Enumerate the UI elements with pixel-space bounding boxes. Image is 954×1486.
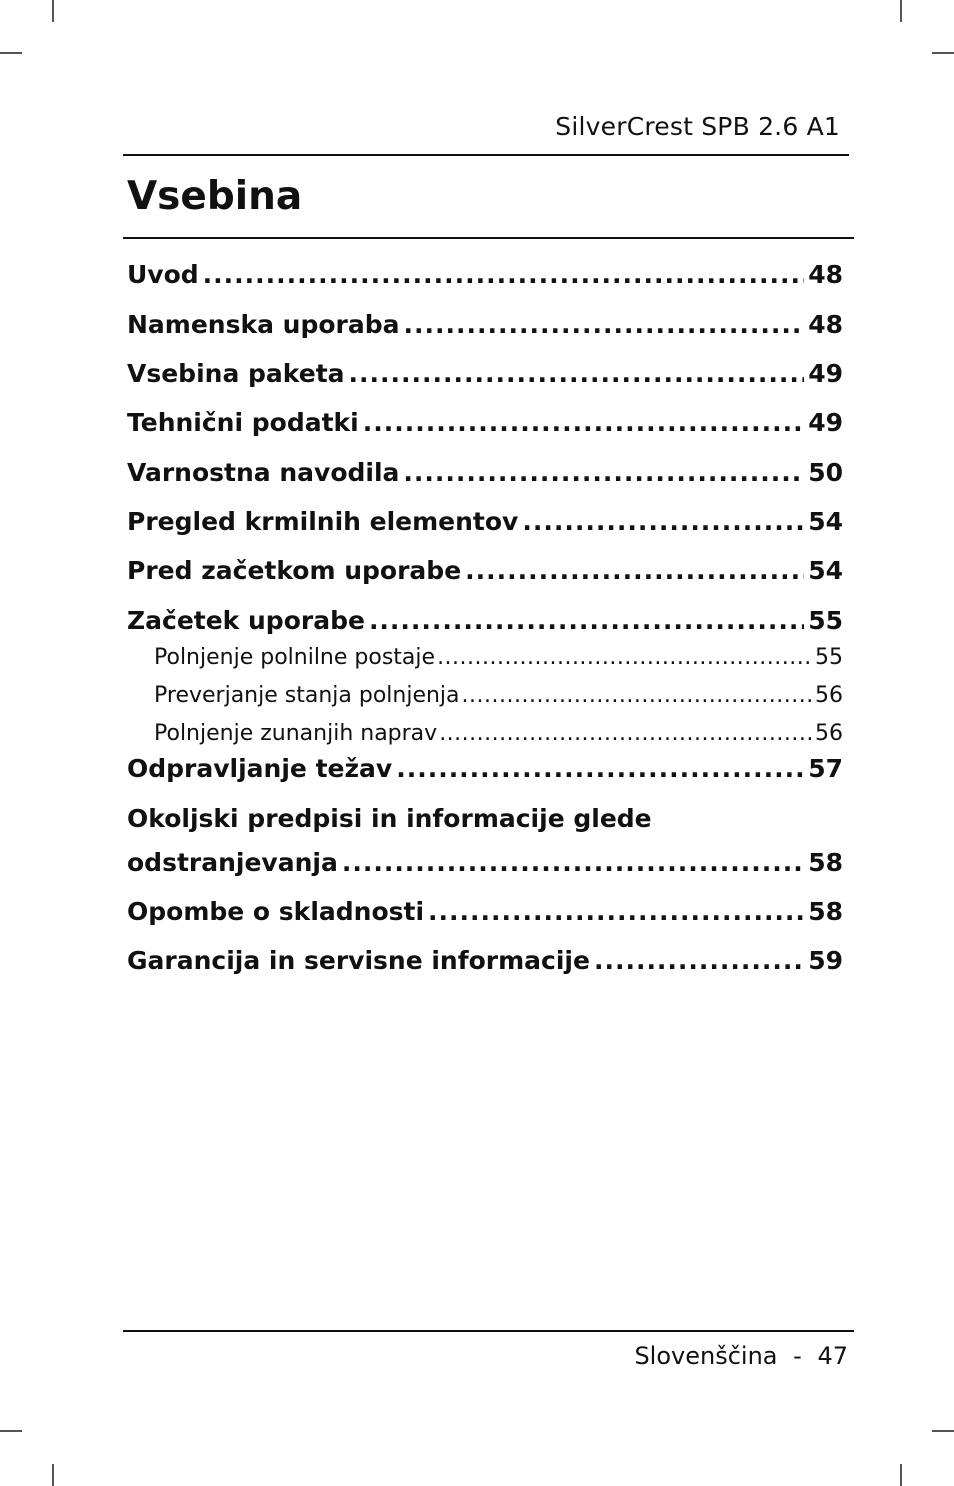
crop-mark: [932, 1430, 954, 1432]
toc-entry-tehnicni-podatki[interactable]: [127, 408, 843, 438]
footer-separator: -: [793, 1342, 802, 1370]
toc-entry-zacetek-uporabe[interactable]: [127, 606, 843, 636]
dot-leader: [465, 556, 804, 586]
footer-page-number: 47: [817, 1342, 848, 1370]
toc-entry-pregled-krmilnih-elementov[interactable]: [127, 507, 843, 537]
crop-mark: [900, 0, 902, 22]
dot-leader: [396, 754, 804, 784]
page-title: Vsebina: [127, 174, 303, 219]
toc-subentry-polnjenje-zunanjih-naprav[interactable]: [127, 719, 843, 749]
dot-leader: [437, 643, 813, 673]
toc-page: 58: [808, 848, 843, 877]
dot-leader: [594, 946, 804, 976]
toc-entry-garancija[interactable]: [127, 946, 843, 976]
crop-mark: [52, 0, 54, 22]
dot-leader: [522, 507, 804, 537]
dot-leader: [369, 606, 804, 636]
toc-label: Začetek uporabe: [127, 606, 365, 635]
toc-label: Varnostna navodila: [127, 458, 400, 487]
toc-page: 50: [808, 458, 843, 487]
toc-page: 56: [815, 683, 843, 708]
toc-page: 57: [808, 754, 843, 783]
toc-entry-namenska-uporaba[interactable]: [127, 310, 843, 340]
header-rule: [123, 154, 849, 156]
toc-entry-pred-zacetkom-uporabe[interactable]: [127, 556, 843, 586]
title-rule: [123, 237, 854, 239]
toc-label: Opombe o skladnosti: [127, 897, 425, 926]
table-of-contents: [127, 260, 843, 976]
header-product-name: SilverCrest SPB 2.6 A1: [555, 112, 840, 141]
toc-entry-okoljski-predpisi[interactable]: [127, 804, 843, 878]
toc-label: Odpravljanje težav: [127, 754, 393, 783]
toc-label: Preverjanje stanja polnjenja: [154, 683, 460, 708]
toc-subentry-polnjenje-polnilne-postaje[interactable]: [127, 643, 843, 673]
toc-subentry-preverjanje-stanja-polnjenja[interactable]: [127, 681, 843, 711]
crop-mark: [0, 1430, 22, 1432]
crop-mark: [900, 1464, 902, 1486]
toc-page: 49: [808, 359, 843, 388]
toc-label: Pred začetkom uporabe: [127, 556, 462, 585]
toc-label: Vsebina paketa: [127, 359, 345, 388]
dot-leader: [203, 260, 805, 290]
toc-entry-odpravljanje-tezav[interactable]: [127, 754, 843, 784]
toc-label: odstranjevanja: [127, 848, 338, 877]
toc-label: Polnjenje zunanjih naprav: [154, 721, 438, 746]
toc-entry-vsebina-paketa[interactable]: [127, 359, 843, 389]
crop-mark: [52, 1464, 54, 1486]
toc-entry-varnostna-navodila[interactable]: [127, 458, 843, 488]
toc-entry-opombe-o-skladnosti[interactable]: [127, 897, 843, 927]
crop-mark: [0, 52, 22, 54]
toc-page: 54: [808, 507, 843, 536]
toc-page: 58: [808, 897, 843, 926]
toc-page: 56: [815, 721, 843, 746]
dot-leader: [342, 848, 804, 878]
crop-mark: [932, 52, 954, 54]
dot-leader: [403, 458, 804, 488]
toc-page: 59: [808, 946, 843, 975]
toc-page: 55: [808, 606, 843, 635]
toc-entry-uvod[interactable]: [127, 260, 843, 290]
toc-page: 48: [808, 260, 843, 289]
toc-page: 55: [815, 645, 843, 670]
toc-label: Garancija in servisne informacije: [127, 946, 590, 975]
dot-leader: [439, 719, 813, 749]
toc-label-line1: Okoljski predpisi in informacije glede: [127, 804, 652, 833]
page-footer: [634, 1342, 848, 1370]
footer-language: Slovenščina: [634, 1342, 778, 1370]
toc-label: Pregled krmilnih elementov: [127, 507, 519, 536]
dot-leader: [363, 408, 804, 438]
toc-label: Polnjenje polnilne postaje: [154, 645, 436, 670]
dot-leader: [462, 681, 813, 711]
toc-entry-line2: [127, 848, 843, 878]
toc-page: 54: [808, 556, 843, 585]
toc-label: Tehnični podatki: [127, 408, 359, 437]
toc-label: Namenska uporaba: [127, 310, 400, 339]
dot-leader: [349, 359, 805, 389]
toc-label: Uvod: [127, 260, 199, 289]
toc-page: 49: [808, 408, 843, 437]
toc-page: 48: [808, 310, 843, 339]
dot-leader: [428, 897, 804, 927]
footer-rule: [123, 1330, 854, 1332]
dot-leader: [404, 310, 805, 340]
